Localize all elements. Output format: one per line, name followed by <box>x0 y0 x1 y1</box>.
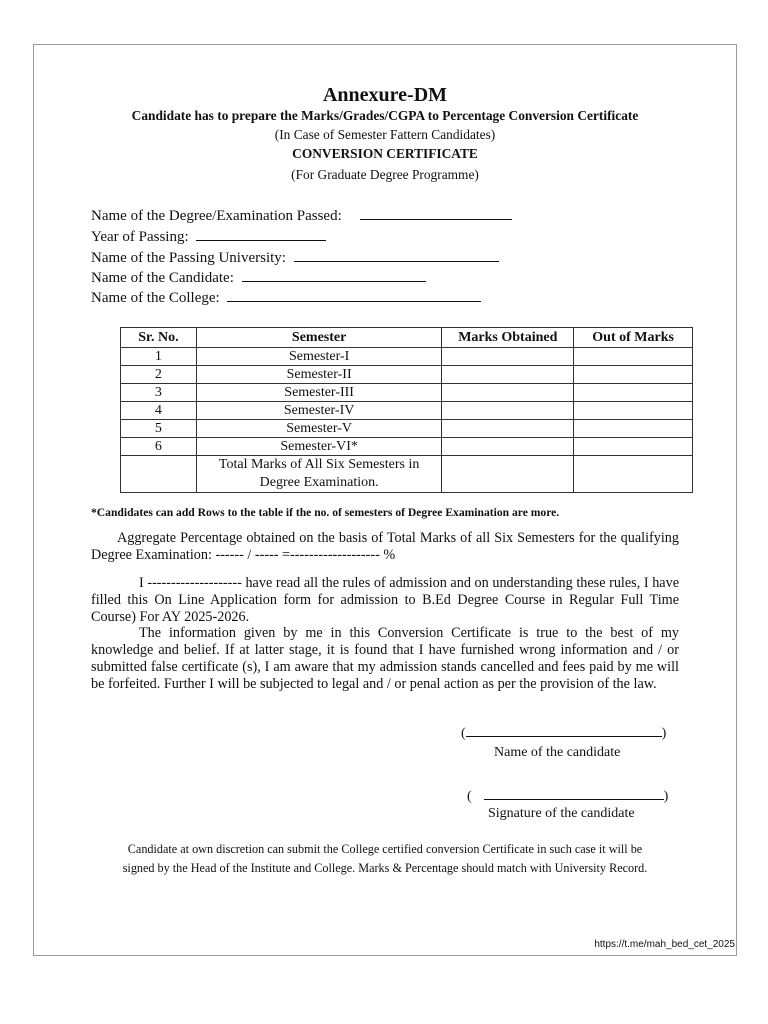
declaration-paragraph-2: The information given by me in this Conversion Certificate is true to the best of my knowledge and belief. If at latter stage, it is found that I have furnished wrong information and / or submitted false certificate (s), I am aware that my admission stands cancelled and fees paid by me will be forfeited. Further I will be subjected to legal and / or penal action as per the provision of the law. <box>91 625 679 692</box>
total-out-of-marks-cell[interactable] <box>574 456 693 493</box>
out-of-marks-cell[interactable] <box>574 366 693 384</box>
semester-cell: Semester-III <box>196 384 442 402</box>
programme-text: (For Graduate Degree Programme) <box>291 167 479 182</box>
degree-field-blank[interactable] <box>360 206 512 220</box>
marks-obtained-cell[interactable] <box>442 420 574 438</box>
signature-blank[interactable] <box>484 786 664 800</box>
page-subtitle: Candidate has to prepare the Marks/Grades/CGPA to Percentage Conversion Certificate <box>131 108 639 123</box>
declaration-paragraph-1: I -------------------- have read all the rules of admission and on understanding these rules, I have filled this On Line Application form for admission to B.Ed Degree Course in Regular Full Time Course) For AY 2025-2026. <box>91 575 679 625</box>
candidate-field-label: Name of the Candidate: <box>91 270 234 286</box>
semester-cell: Semester-I <box>196 348 442 366</box>
university-field[interactable] <box>91 248 499 267</box>
out-of-marks-cell[interactable] <box>574 420 693 438</box>
year-field-blank[interactable] <box>196 227 326 241</box>
year-field-label: Year of Passing: <box>91 229 189 245</box>
sr-cell: 2 <box>121 366 197 384</box>
marks-obtained-cell[interactable] <box>442 402 574 420</box>
degree-field[interactable] <box>91 206 512 225</box>
marks-obtained-cell[interactable] <box>442 384 574 402</box>
total-marks-obtained-cell[interactable] <box>442 456 574 493</box>
marks-obtained-cell[interactable] <box>442 366 574 384</box>
marks-obtained-cell[interactable] <box>442 348 574 366</box>
table-row <box>121 348 693 366</box>
sr-cell: 6 <box>121 438 197 456</box>
scope-text: (In Case of Semester Fattern Candidates) <box>274 127 496 142</box>
college-field-blank[interactable] <box>227 288 481 302</box>
close-paren: ) <box>661 726 667 741</box>
footer-link[interactable]: https://t.me/mah_bed_cet_2025 <box>594 939 735 950</box>
out-of-marks-cell[interactable] <box>574 402 693 420</box>
open-paren: ( <box>461 726 466 741</box>
college-field-label: Name of the College: <box>91 290 220 306</box>
open-paren: ( <box>467 789 472 804</box>
signature-line[interactable] <box>467 786 668 805</box>
sr-cell: 4 <box>121 402 197 420</box>
sr-cell: 1 <box>121 348 197 366</box>
out-of-marks-cell[interactable] <box>574 384 693 402</box>
header-marks-obtained: Marks Obtained <box>442 328 574 348</box>
header-sr-no: Sr. No. <box>121 328 197 348</box>
semester-cell: Semester-V <box>196 420 442 438</box>
sr-cell: 5 <box>121 420 197 438</box>
semester-cell: Semester-IV <box>196 402 442 420</box>
header-out-of-marks: Out of Marks <box>574 328 693 348</box>
bottom-note-line-1: Candidate at own discretion can submit the College certified conversion Certificate in such case it will be <box>127 842 643 856</box>
signature-label: Signature of the candidate <box>488 806 635 821</box>
aggregate-paragraph: Aggregate Percentage obtained on the basis of Total Marks of all Six Semesters for the qualifying Degree Examination: ------ / ----- =------------------- % <box>91 530 679 563</box>
candidate-field[interactable] <box>91 268 426 287</box>
page-title: Annexure-DM <box>322 84 448 106</box>
table-row <box>121 420 693 438</box>
rows-note: *Candidates can add Rows to the table if the no. of semesters of Degree Examination are more. <box>91 506 560 519</box>
marks-obtained-cell[interactable] <box>442 438 574 456</box>
candidate-name-blank[interactable] <box>466 723 662 737</box>
table-row <box>121 384 693 402</box>
university-field-label: Name of the Passing University: <box>91 250 286 266</box>
header-semester: Semester <box>196 328 442 348</box>
degree-field-label: Name of the Degree/Examination Passed: <box>91 208 342 224</box>
college-field[interactable] <box>91 288 481 307</box>
out-of-marks-cell[interactable] <box>574 348 693 366</box>
total-row <box>121 456 693 493</box>
university-field-blank[interactable] <box>294 248 499 262</box>
out-of-marks-cell[interactable] <box>574 438 693 456</box>
year-field[interactable] <box>91 227 326 246</box>
total-label-cell: Total Marks of All Six Semesters in Degree Examination. <box>196 456 442 493</box>
candidate-name-line[interactable] <box>461 723 666 742</box>
close-paren: ) <box>663 789 669 804</box>
table-row <box>121 402 693 420</box>
bottom-note-line-2: signed by the Head of the Institute and College. Marks & Percentage should match with University Record. <box>122 861 648 875</box>
marks-table <box>120 327 693 493</box>
certificate-title: CONVERSION CERTIFICATE <box>292 146 478 161</box>
table-row <box>121 438 693 456</box>
table-header-row <box>121 328 693 348</box>
table-row <box>121 366 693 384</box>
sr-cell: 3 <box>121 384 197 402</box>
semester-cell: Semester-II <box>196 366 442 384</box>
candidate-field-blank[interactable] <box>242 268 426 282</box>
candidate-name-label: Name of the candidate <box>494 745 621 760</box>
total-sr-cell <box>121 456 197 493</box>
semester-cell: Semester-VI* <box>196 438 442 456</box>
